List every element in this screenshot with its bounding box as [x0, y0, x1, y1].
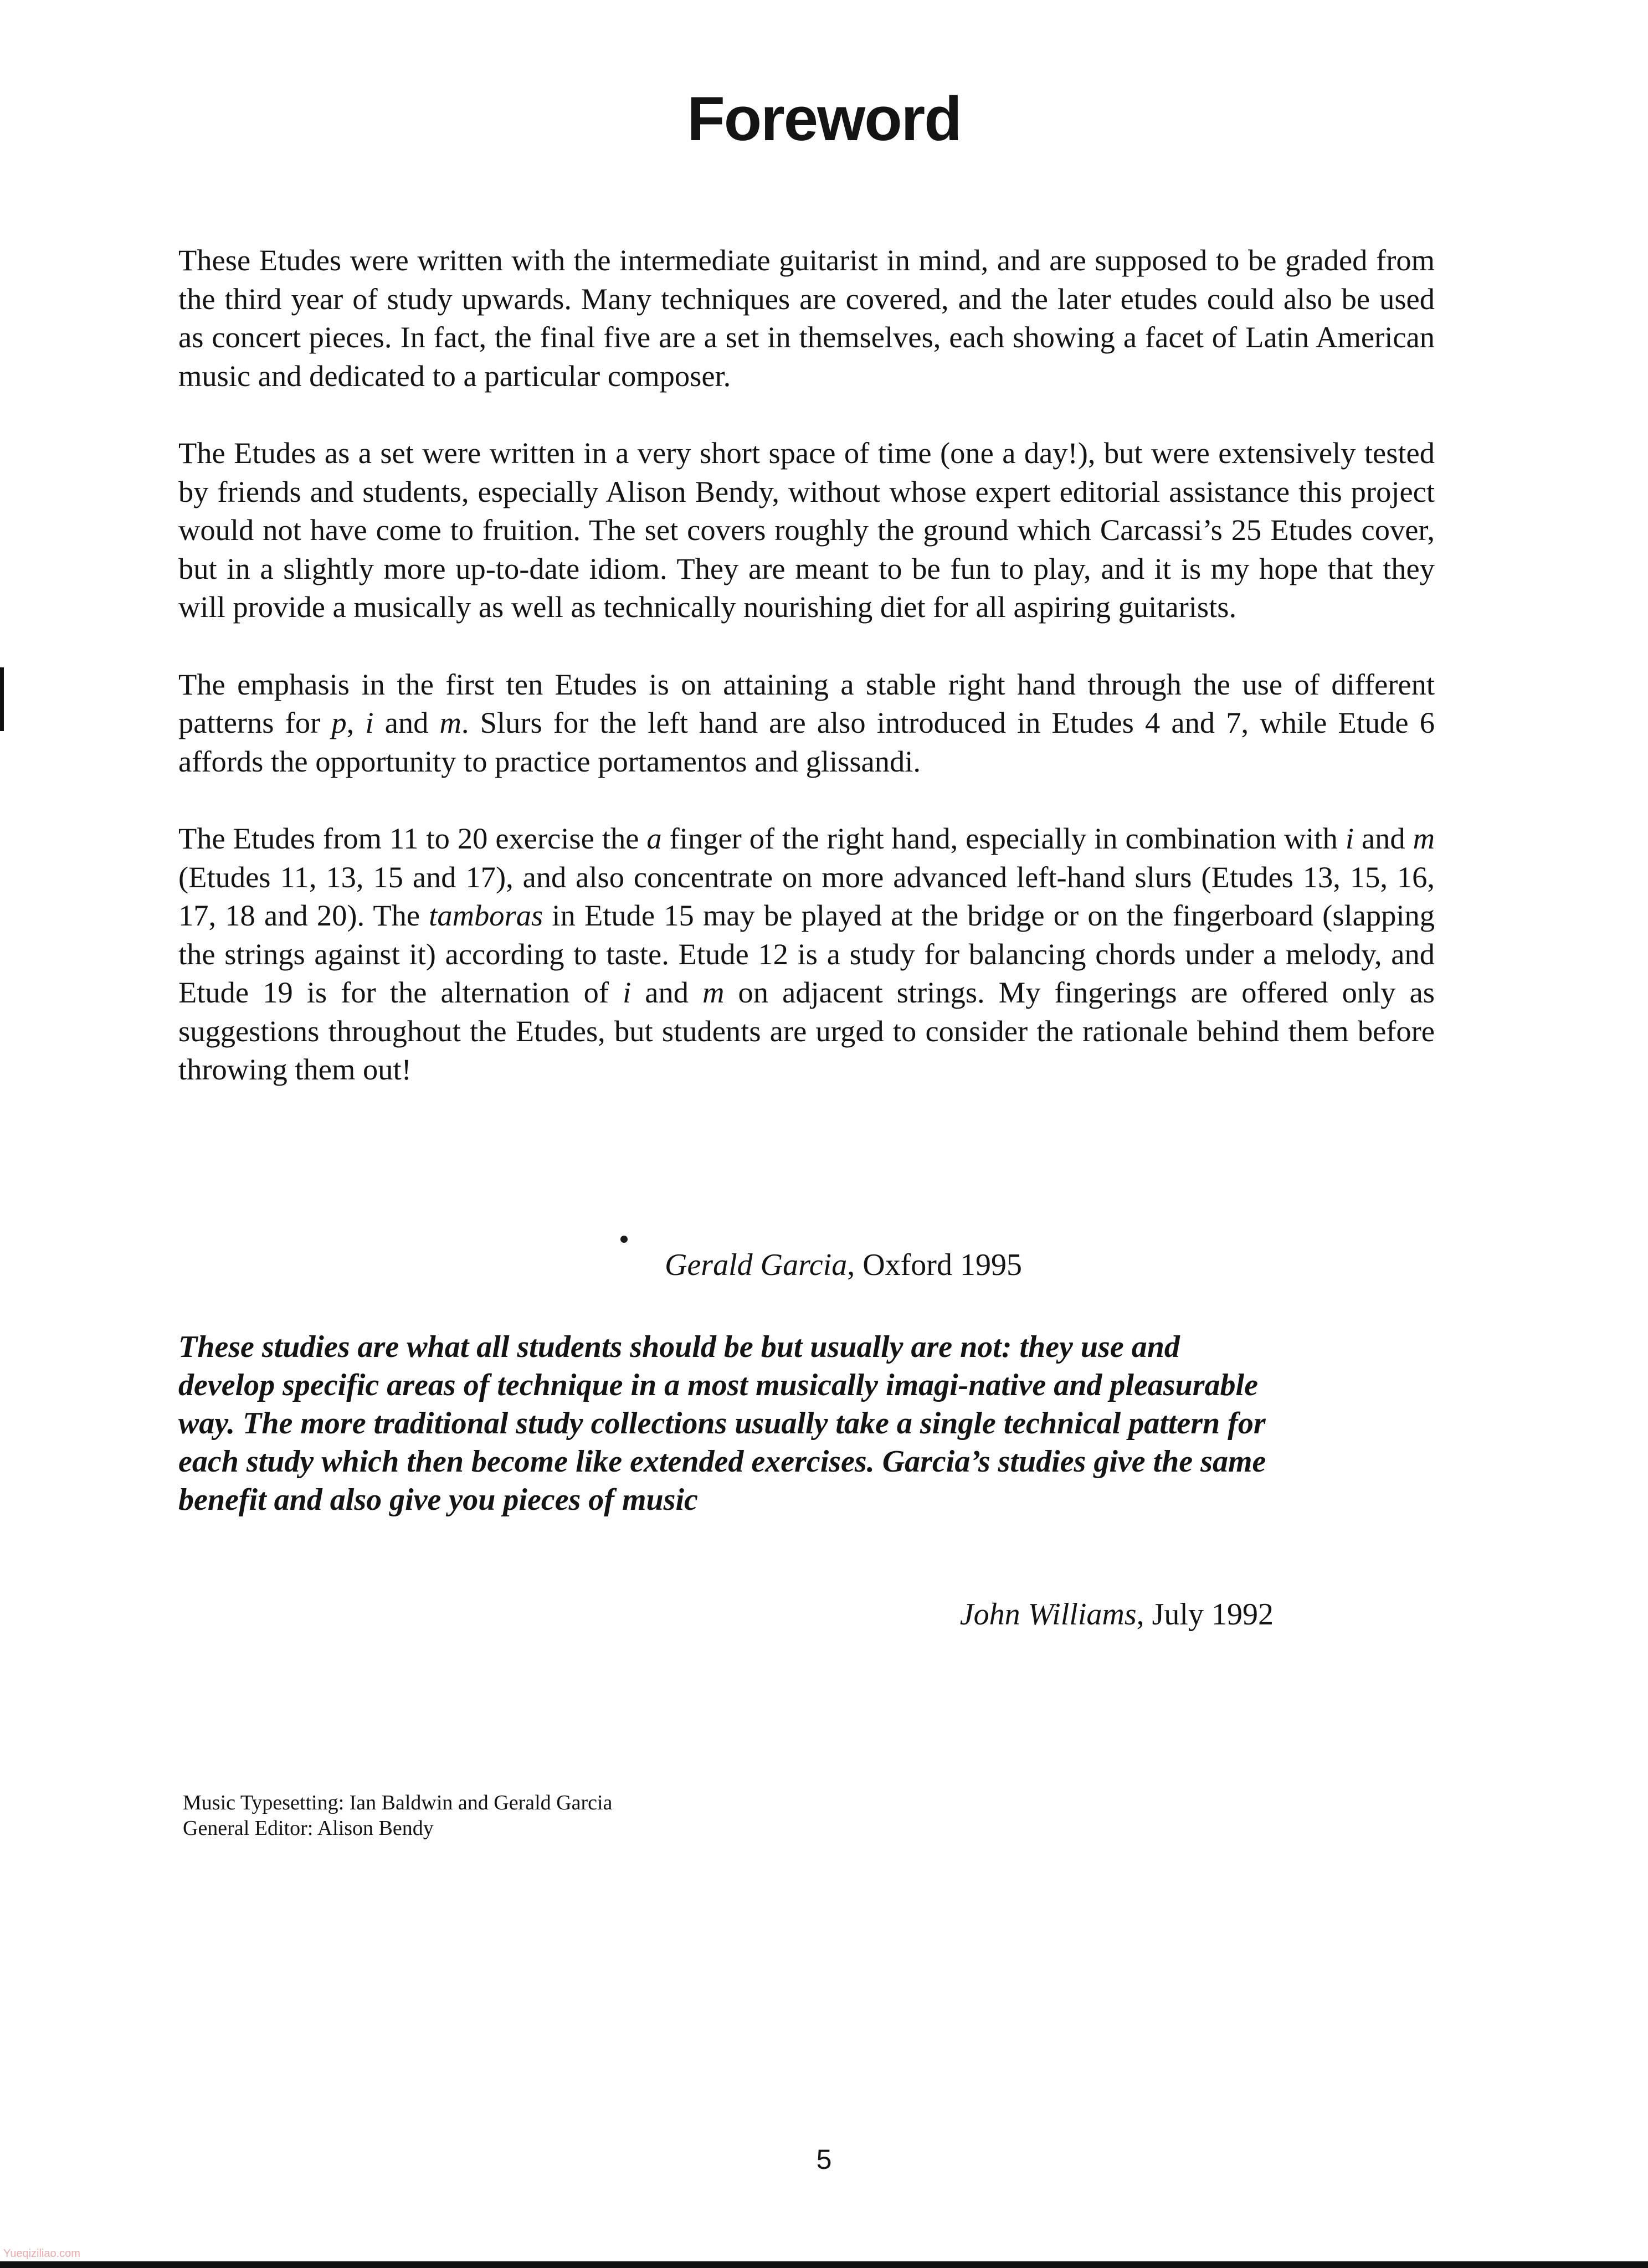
credit-label: General Editor: — [183, 1817, 314, 1840]
paragraph-4-text: in Etude 15 may be played at the bridge or on the fingerboard (slapping the strings against it) according to taste. Etude 12 is a study for balancing chords under a melody, and Etude 19 is for the alternation of — [178, 898, 1435, 1009]
paragraph-4 — [178, 819, 1435, 1089]
finger-m: m — [1413, 821, 1435, 855]
separator: , — [346, 706, 366, 739]
credit-value: Ian Baldwin and Gerald Garcia — [344, 1791, 613, 1814]
credit-value: Alison Bendy — [313, 1817, 434, 1840]
author-place-date: , Oxford 1995 — [847, 1248, 1022, 1282]
author-name: Gerald Garcia — [665, 1248, 848, 1282]
dot-mark-icon — [620, 1236, 628, 1243]
author-signature — [665, 1246, 1022, 1284]
term-tamboras: tamboras — [429, 898, 543, 932]
credits — [183, 1790, 612, 1841]
paragraph-2: The Etudes as a set were written in a very short space of time (one a day!), but were extensively tested by friends and students, especially Alison Bendy, without whose expert editorial assistance this project would not have come to fruition. The set covers roughly the ground which Carcassi’s 25 Etudes cover, but in a slightly more up-to-date idiom. They are meant to be fun to play, and it is my hope that they will provide a musically as well as technically nourishing diet for all aspiring guitarists. — [178, 436, 1435, 624]
finger-m: m — [439, 706, 461, 739]
credit-label: Music Typesetting: — [183, 1791, 345, 1814]
paragraph-4-text: The Etudes from 11 to 20 exercise the — [178, 821, 647, 855]
finger-i: i — [1345, 821, 1354, 855]
paragraph-4-text: on adjacent strings. My fingerings are offered only as suggestions throughout the Etudes, but students are urged to consider the rationale behind them before throwing them out! — [178, 975, 1435, 1086]
quote-signature — [960, 1595, 1274, 1634]
finger-i: i — [365, 706, 374, 739]
page-title: Foreword — [687, 84, 961, 153]
paragraph-1: These Etudes were written with the intermediate guitarist in mind, and are supposed to be graded from the third year of study upwards. Many techniques are covered, and the later etudes could also be used as concert pieces. In fact, the final five are a set in themselves, each showing a facet of Latin American music and dedicated to a particular composer. — [178, 243, 1435, 393]
foreword-body — [178, 241, 1435, 1089]
quote-author-name: John Williams — [959, 1597, 1137, 1632]
page-number: 5 — [816, 2144, 832, 2175]
scan-edge-mark — [0, 667, 4, 731]
finger-a: a — [646, 821, 662, 855]
paragraph-3-text: . Slurs for the left hand are also introduced in Etudes 4 and 7, while Etude 6 affords the opportunity to practice portamentos and glissandi. — [178, 706, 1435, 778]
paragraph-4-text: finger of the right hand, especially in combination with — [661, 821, 1346, 855]
endorsement-quote: These studies are what all students should be but usually are not: they use and develop specific areas of technique in a most musically imagi-native and pleasurable way. The more traditional study collections usually take a single technical pattern for each study which then become like extended exercises. Garcia’s studies give the same benefit and also give you pieces of music — [178, 1330, 1266, 1517]
finger-m: m — [702, 975, 725, 1009]
quote-date: , July 1992 — [1136, 1597, 1274, 1632]
credit-editor — [183, 1816, 612, 1841]
paragraph-4-text: (Etudes 11, 13, 15 and 17), and also concentrate on more advanced left-hand slurs (Etudes 13, 15, 16, 17, 18 and 20). The — [178, 860, 1435, 932]
bottom-scan-edge — [0, 2261, 1648, 2268]
finger-i: i — [623, 975, 632, 1009]
watermark: Yueqiziliao.com — [3, 2248, 80, 2260]
conjunction: and — [631, 975, 703, 1009]
conjunction: and — [1353, 821, 1413, 855]
finger-p: p — [331, 706, 347, 739]
conjunction: and — [373, 706, 440, 739]
paragraph-3-text: The emphasis in the first ten Etudes is on attaining a stable right hand through the use of different patterns for — [178, 667, 1435, 739]
credit-typesetting — [183, 1790, 612, 1816]
paragraph-3 — [178, 665, 1435, 781]
